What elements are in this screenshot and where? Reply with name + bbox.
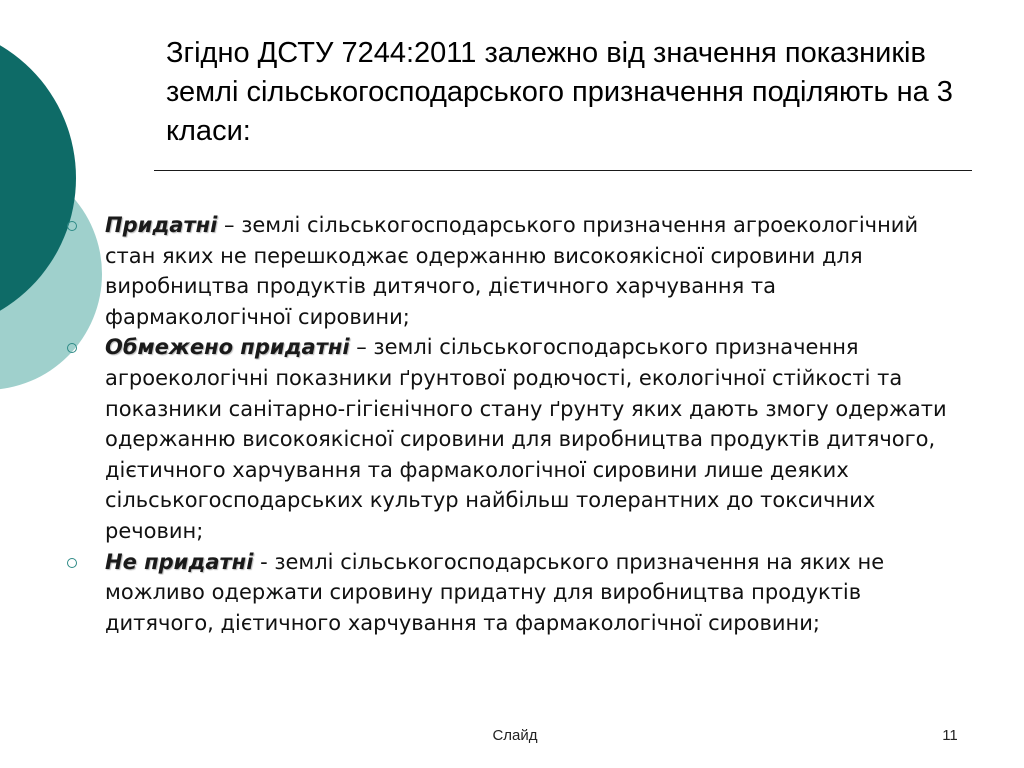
- circle-bullet-icon: [67, 558, 77, 568]
- page-number: 11: [942, 727, 958, 744]
- bullet-item-unsuitable: [66, 547, 956, 639]
- footer-label: Слайд: [492, 727, 538, 744]
- bullet-term: Не придатні: [105, 549, 254, 574]
- bullet-term: Придатні: [105, 213, 218, 237]
- circle-bullet-icon: [67, 343, 77, 353]
- slide-title: Згідно ДСТУ 7244:2011 залежно від значення показників землі сільськогосподарського призначення поділяють на 3 класи:: [166, 37, 953, 147]
- bullet-item-suitable: [66, 210, 956, 332]
- bullet-text: – землі сільськогосподарського призначення агроекологічний стан яких не перешкоджає одержанню високоякісної сировини для виробництва продуктів дитячого, дієтичного харчування та фармакологічної сировини;: [105, 213, 919, 329]
- circle-bullet-icon: [67, 221, 77, 231]
- title-divider: [154, 170, 972, 171]
- bullet-term: Обмежено придатні: [105, 335, 350, 360]
- bullet-list: [66, 210, 956, 638]
- bullet-text: - землі сільськогосподарського призначення на яких не можливо одержати сировину придатну для виробництва продуктів дитячого, дієтичного харчування та фармакологічної сировини;: [105, 549, 885, 635]
- bullet-item-limited: [66, 332, 956, 546]
- bullet-text: – землі сільськогосподарського призначення агроекологічні показники ґрунтової родючості, екологічної стійкості та показники санітарно-гігієнічного стану ґрунту яких дають змогу одержати одержанню високоякісної сировини для виробництва продуктів дитячого, дієтичного харчування та фармакологічної сировини лише деяких сільськогосподарських культур найбільш толерантних до токсичних речовин;: [105, 335, 947, 543]
